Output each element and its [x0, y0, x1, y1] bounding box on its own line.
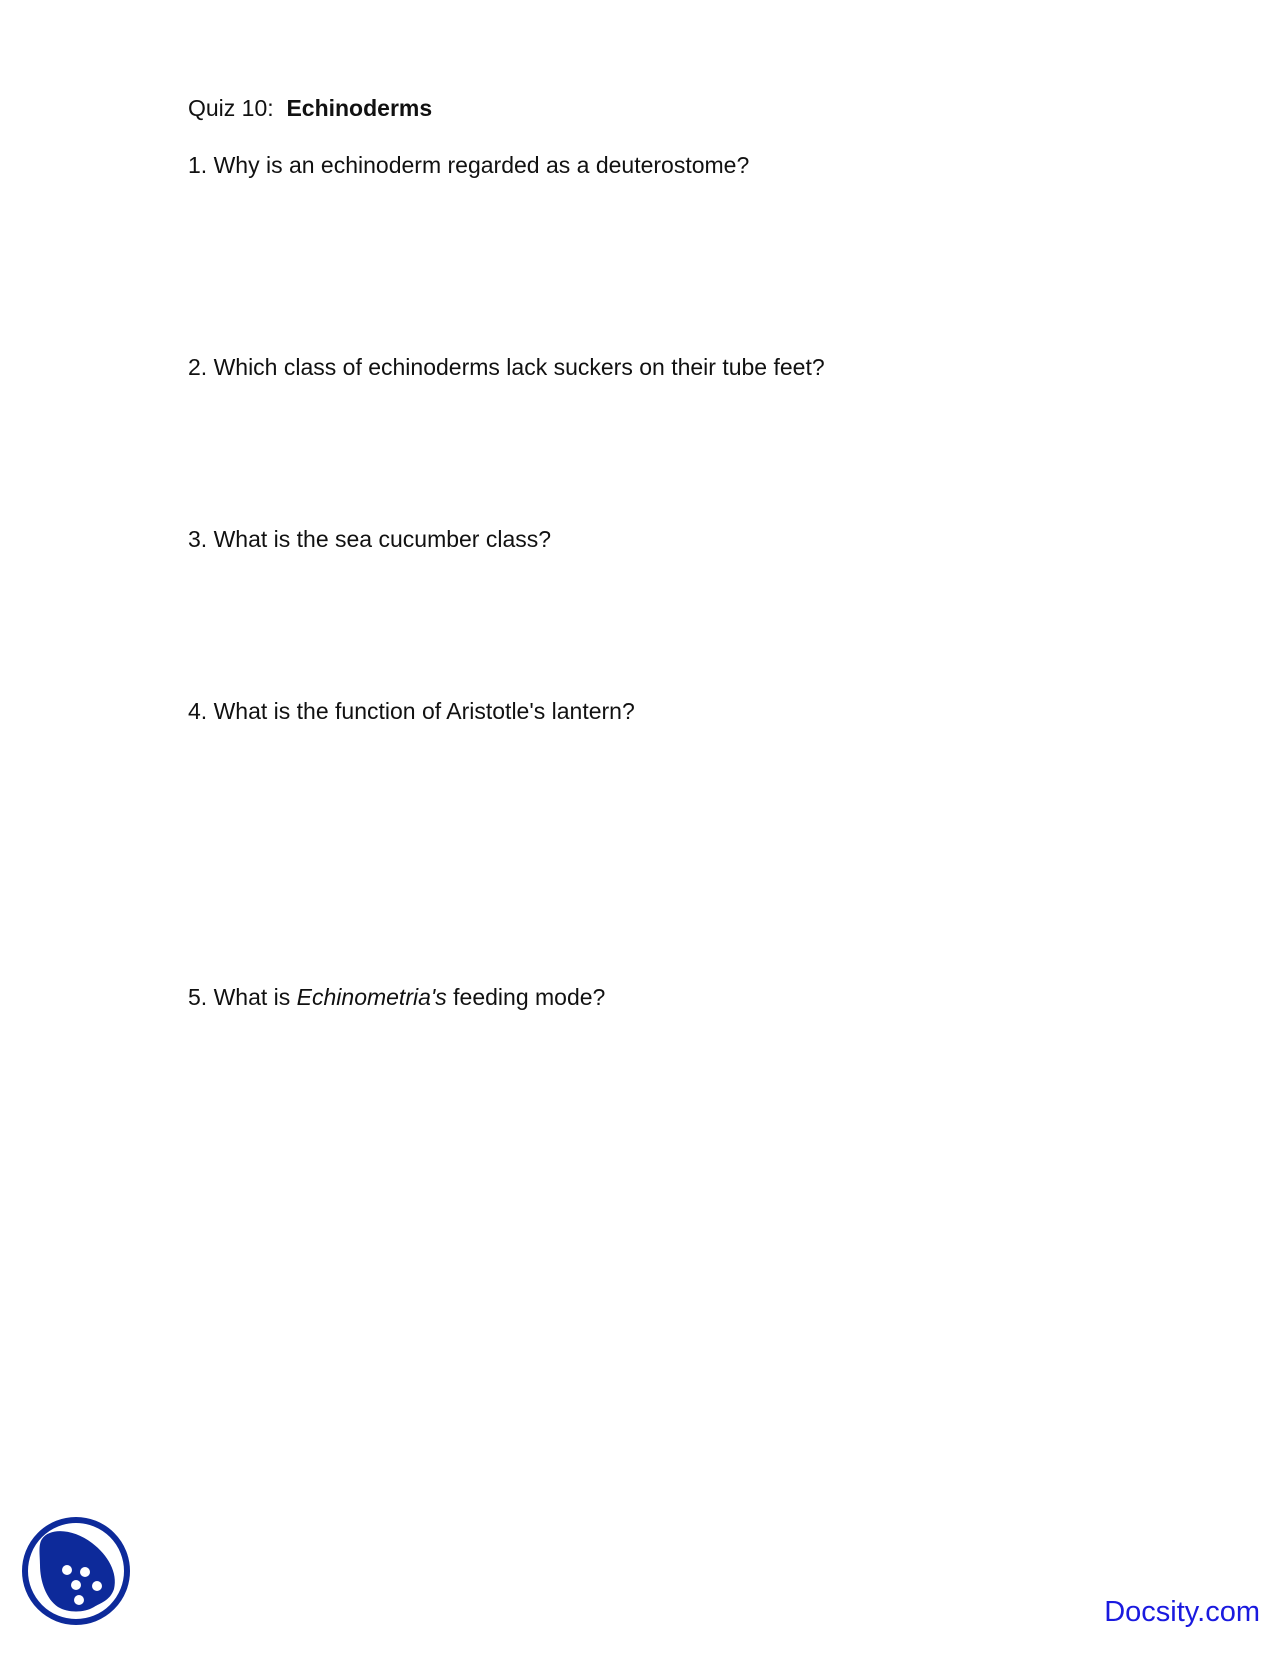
question-2: 2. Which class of echinoderms lack suckers on their tube feet? — [188, 354, 825, 380]
quiz-subject: Echinoderms — [286, 95, 433, 121]
question-1: 1. Why is an echinoderm regarded as a deuterostome? — [188, 152, 750, 178]
question-3: 3. What is the sea cucumber class? — [188, 526, 552, 552]
question-4: 4. What is the function of Aristotle's lantern? — [188, 698, 635, 724]
docsity-logo-icon — [20, 1515, 132, 1627]
question-5-genus: Echinometria's — [296, 984, 447, 1010]
quiz-title — [188, 94, 432, 122]
question-5-end: feeding mode? — [453, 984, 606, 1010]
docsity-watermark-link[interactable]: Docsity.com — [1104, 1596, 1260, 1628]
question-5-start: 5. What is — [188, 984, 291, 1010]
question-5 — [188, 983, 605, 1011]
quiz-number: Quiz 10: — [188, 95, 274, 121]
